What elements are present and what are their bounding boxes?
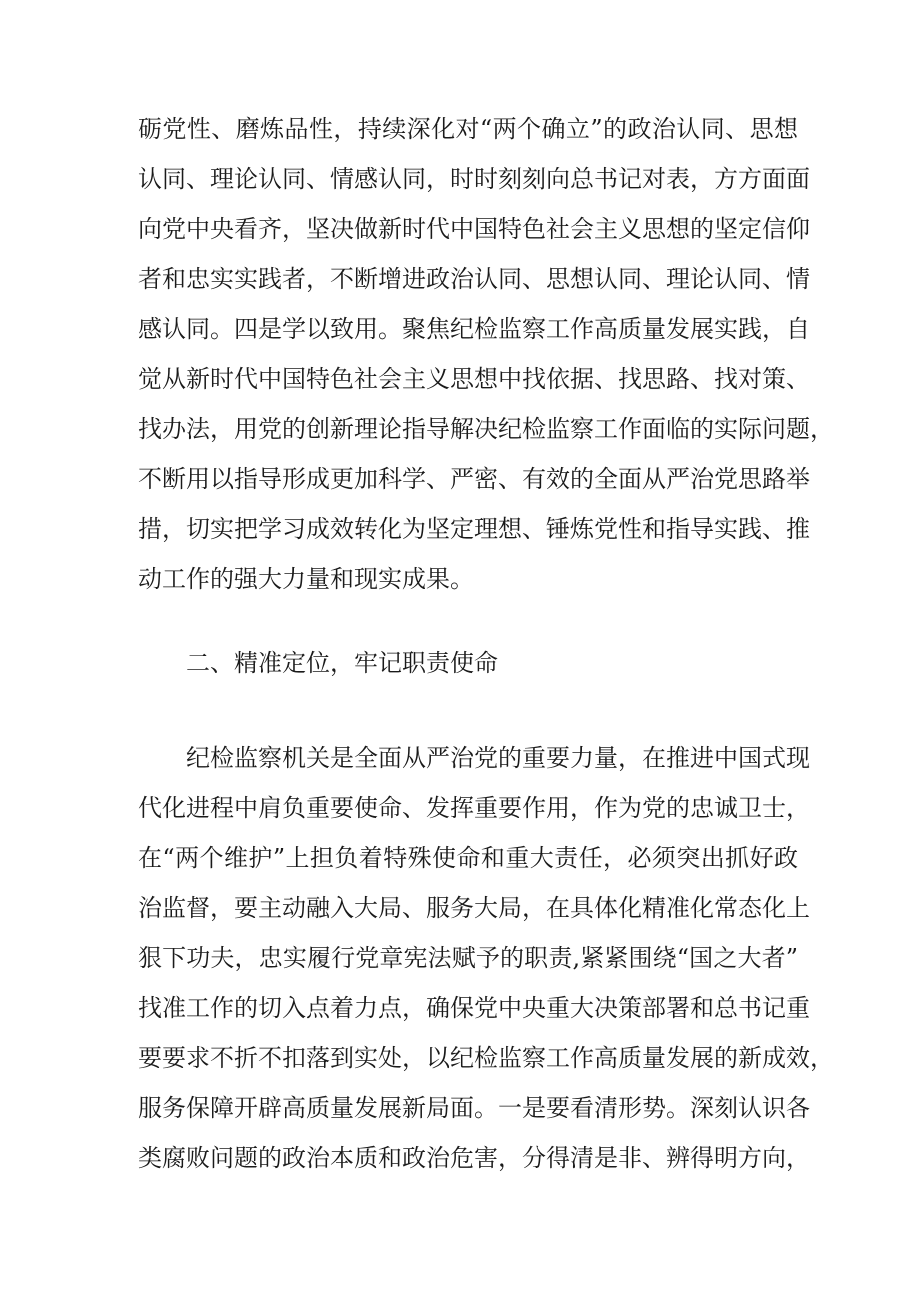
paragraph-1-line-9: 措，切实把学习成效转化为坚定理想、锤炼党性和指导实践、推: [138, 515, 810, 543]
paragraph-2-line-3: 在“两个维护”上担负着特殊使命和重大责任，必须突出抓好政: [138, 844, 798, 872]
paragraph-1-line-10: 动工作的强大力量和现实成果。: [138, 565, 474, 593]
paragraph-2-line-9: 类腐败问题的政治本质和政治危害，分得清是非、辨得明方向，: [138, 1144, 810, 1172]
paragraph-1-line-2: 认同、理论认同、情感认同，时时刻刻向总书记对表，方方面面: [138, 165, 810, 193]
paragraph-1-line-7: 找办法，用党的创新理论指导解决纪检监察工作面临的实际问题，: [138, 415, 834, 443]
paragraph-2-line-6: 找准工作的切入点着力点，确保党中央重大决策部署和总书记重: [138, 994, 810, 1022]
paragraph-1-line-3: 向党中央看齐，坚决做新时代中国特色社会主义思想的坚定信仰: [138, 215, 810, 243]
section-heading: 二、精准定位，牢记职责使命: [186, 649, 498, 677]
paragraph-2-line-8: 服务保障开辟高质量发展新局面。一是要看清形势。深刻认识各: [138, 1094, 810, 1122]
paragraph-2-line-5: 狠下功夫，忠实履行党章宪法赋予的职责,紧紧围绕“国之大者”: [138, 944, 798, 972]
paragraph-2-line-2: 代化进程中肩负重要使命、发挥重要作用，作为党的忠诚卫士，: [138, 794, 810, 822]
paragraph-1-line-1: 砺党性、磨炼品性，持续深化对“两个确立”的政治认同、思想: [138, 115, 798, 143]
paragraph-1-line-8: 不断用以指导形成更加科学、严密、有效的全面从严治党思路举: [138, 465, 810, 493]
paragraph-1-line-4: 者和忠实实践者，不断增进政治认同、思想认同、理论认同、情: [138, 265, 810, 293]
paragraph-2-line-4: 治监督，要主动融入大局、服务大局，在具体化精准化常态化上: [138, 894, 810, 922]
paragraph-1-line-5: 感认同。四是学以致用。聚焦纪检监察工作高质量发展实践，自: [138, 315, 810, 343]
paragraph-1-line-6: 觉从新时代中国特色社会主义思想中找依据、找思路、找对策、: [138, 365, 810, 393]
paragraph-2-line-7: 要要求不折不扣落到实处，以纪检监察工作高质量发展的新成效，: [138, 1044, 834, 1072]
paragraph-2-line-1: 纪检监察机关是全面从严治党的重要力量，在推进中国式现: [186, 744, 810, 772]
